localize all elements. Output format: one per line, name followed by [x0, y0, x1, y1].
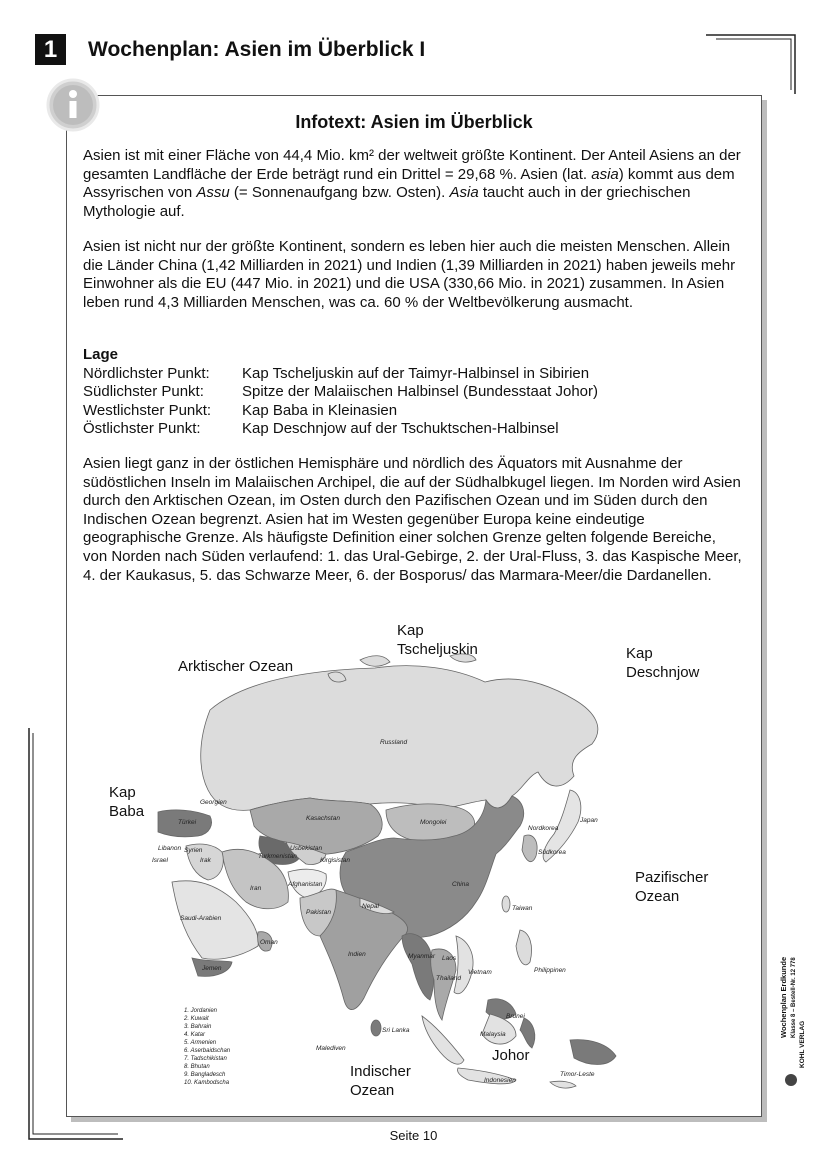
country-label: Thailand	[436, 975, 461, 982]
country-label: Malediven	[316, 1045, 346, 1052]
country-label: Iran	[250, 885, 262, 892]
country-label: Syrien	[184, 847, 203, 854]
legend-item: 7. Tadschikistan	[184, 1056, 227, 1062]
lage-row: Östlichster Punkt: Kap Deschnjow auf der Tschuktschen-Halbinsel	[83, 420, 559, 438]
legend-item: 8. Bhutan	[184, 1064, 210, 1070]
corner-decoration-top-right	[706, 34, 796, 94]
map-taiwan	[502, 896, 510, 912]
info-title: Infotext: Asien im Überblick	[295, 112, 533, 132]
country-label: Jemen	[202, 965, 222, 972]
map-arctic-island	[360, 656, 390, 667]
country-label: Oman	[260, 939, 278, 946]
label-kap-baba: Kap Baba	[109, 784, 145, 820]
label-arktischer-ozean: Arktischer Ozean	[178, 658, 294, 675]
country-label: Japan	[580, 817, 598, 824]
country-label: Georgien	[200, 799, 227, 806]
country-label: Myanmar	[408, 953, 436, 960]
map-sulawesi	[520, 1018, 535, 1048]
label-pazifischer-ozean: Pazifischer Ozean	[635, 869, 709, 905]
country-label: Nepal	[362, 903, 379, 910]
map-timor	[550, 1081, 576, 1088]
country-label: Mongolei	[420, 819, 447, 826]
country-label: Nordkorea	[528, 825, 559, 832]
country-label: Brunei	[506, 1013, 525, 1020]
legend-item: 3. Bahrain	[184, 1024, 212, 1030]
label-kap-tscheljuskin: Kap Tscheljuskin	[397, 622, 478, 658]
country-label: Taiwan	[512, 905, 533, 912]
legend-item: 1. Jordanien	[184, 1008, 218, 1014]
map-legend	[183, 1008, 231, 1086]
country-label: Saudi-Arabien	[180, 915, 222, 922]
page-title: Wochenplan: Asien im Überblick I	[88, 38, 426, 61]
country-label: Libanon	[158, 845, 182, 852]
side-series-title: Wochenplan Erdkunde	[779, 956, 788, 1038]
legend-item: 4. Katar	[184, 1032, 206, 1038]
map-philippines	[516, 930, 532, 965]
paragraph-3: Asien liegt ganz in der östlichen Hemisphäre und nördlich des Äquators mit Ausnahme der südöstlichen Inseln im Malaiischen Archipel, die auf der Südhalbkugel liegen. Im Norden wird Asien durch den Arktischen Ozean, im Osten durch den Pazifischen Ozean und im Süden durch den Indischen Ozean begrenzt. Asien hat im Westen gegenüber Europa keine eindeutige geographische Grenze. Als häufigste Definition einer solchen Grenze gelten folgende Bereiche, von Norden nach Süden verlaufend: 1. das Ural-Gebirge, 2. der Ural-Fluss, 3. das Kaspische Meer, 4. der Kaukasus, 5. das Schwarze Meer, 6. der Bosporus/ das Marmara-Meer/die Dardanellen.	[83, 455, 742, 584]
paragraph-2: Asien ist nicht nur der größte Kontinent, sondern es leben hier auch die meisten Menschen. Allein die Länder China (1,42 Milliarden in 2021) und Indien (1,39 Milliarden in 2021) haben jeweils mehr Einwohner als die EU (447 Mio. in 2021) und die USA (330,66 Mio. in 2021) zusammen. In Asien leben rund 4,3 Milliarden Menschen, was ca. 60 % der Weltbevölkerung ausmacht.	[83, 238, 736, 311]
country-label: Vietnam	[468, 969, 492, 976]
country-label: Türkei	[178, 819, 197, 826]
country-label: Afghanistan	[288, 881, 323, 888]
map-korea	[522, 835, 537, 862]
country-label: China	[452, 881, 469, 888]
country-label: Usbekistan	[290, 845, 323, 852]
legend-item: 2. Kuwait	[184, 1016, 209, 1022]
country-label: Timor-Leste	[560, 1071, 595, 1078]
country-label: Pakistan	[306, 909, 331, 916]
side-order-number: Klasse 8 – Bestell-Nr. 12 778	[791, 957, 797, 1038]
country-label: Malaysia	[480, 1031, 506, 1038]
side-publisher-info	[774, 918, 808, 1088]
paragraph-1: Asien ist mit einer Fläche von 44,4 Mio. km² der weltweit größte Kontinent. Der Anteil Asiens an der gesamten Landfläche der Erde beträgt rund ein Drittel = 29,68 %. Asien (lat. asia) kommt aus dem Assyrischen von Assu (= Sonnenaufgang bzw. Osten). Asia taucht auch in der griechischen Mythologie auf.	[83, 147, 741, 220]
lage-heading: Lage	[83, 346, 119, 363]
side-publisher: KOHL VERLAG	[799, 1020, 806, 1068]
country-label: Russland	[380, 739, 408, 746]
country-label: Kirgisistan	[320, 857, 350, 864]
label-johor: Johor	[492, 1047, 530, 1064]
country-label: Indien	[348, 951, 366, 958]
lage-row: Südlichster Punkt: Spitze der Malaiischen Halbinsel (Bundesstaat Johor)	[83, 383, 599, 401]
map-vietnam	[454, 936, 473, 994]
map-sumatra	[422, 1016, 464, 1064]
country-label: Indonesien	[484, 1077, 516, 1084]
legend-item: 5. Armenien	[184, 1040, 217, 1046]
map-myanmar	[402, 934, 434, 1000]
map-papua	[570, 1040, 616, 1065]
chapter-number: 1	[35, 34, 66, 65]
legend-item: 6. Aserbaidschan	[184, 1048, 231, 1054]
legend-item: 10. Kambodscha	[184, 1080, 230, 1086]
lage-row: Nördlichster Punkt: Kap Tscheljuskin auf der Taimyr-Halbinsel in Sibirien	[83, 364, 590, 382]
label-indischer-ozean: Indischer Ozean	[350, 1063, 411, 1099]
country-label: Laos	[442, 955, 457, 962]
lage-row: Westlichster Punkt: Kap Baba in Kleinasien	[83, 401, 398, 419]
map-srilanka	[371, 1020, 381, 1036]
label-kap-deschnjow: Kap Deschnjow	[626, 645, 700, 681]
asia-map	[150, 640, 650, 1110]
publisher-logo-icon	[785, 1074, 797, 1086]
country-label: Sri Lanka	[382, 1027, 410, 1034]
country-label: Israel	[152, 857, 168, 864]
country-label: Südkorea	[538, 849, 566, 856]
country-label: Philippinen	[534, 967, 566, 974]
legend-item: 9. Bangladesch	[184, 1072, 226, 1078]
lage-section	[83, 346, 743, 439]
country-label: Kasachstan	[306, 815, 340, 822]
country-label: Irak	[200, 857, 211, 864]
page-number: Seite 10	[389, 1128, 438, 1143]
country-label: Turkmenistan	[258, 853, 297, 860]
